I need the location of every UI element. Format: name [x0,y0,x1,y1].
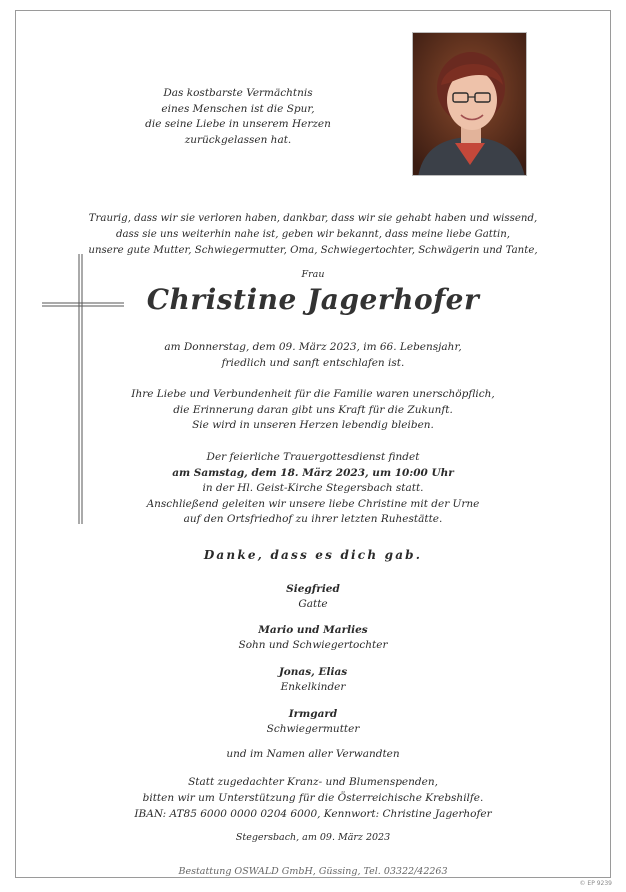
mourner-role: Gatte [298,598,328,610]
donation-line: bitten wir um Unterstützung für die Österreichische Krebshilfe. [142,792,484,804]
service-line: in der Hl. Geist-Kirche Stegersbach statt. [202,482,424,494]
service-date: am Samstag, dem 18. März 2023, um 10:00 Uhr [172,466,454,479]
mourner [0,665,626,695]
relatives-note: und im Namen aller Verwandten [226,748,400,760]
place-date: Stegersbach, am 09. März 2023 [235,832,391,843]
intro-line: dass sie uns weiterhin nahe ist, geben wir bekannt, dass meine liebe Gattin, [115,229,511,240]
motto-line: zurückgelassen hat. [184,133,292,146]
mourner-role: Schwiegermutter [266,723,360,735]
intro-line: Traurig, dass wir sie verloren haben, dankbar, dass wir sie gehabt haben und wissend, [88,213,538,224]
service-line: Der feierliche Trauergottesdienst findet [206,451,420,463]
mourner [0,582,626,612]
thanks-line: Danke, dass es dich gab. [203,548,423,562]
mourner-role: Sohn und Schwiegertochter [238,639,388,651]
service-line: auf den Ortsfriedhof zu ihrer letzten Ruhestätte. [183,513,443,525]
tribute-paragraph [0,387,626,434]
donation-line: Statt zugedachter Kranz- und Blumenspenden, [188,776,438,788]
mourner-name: Siegfried [286,583,340,595]
mourner [0,623,626,653]
tribute-line: Ihre Liebe und Verbundenheit für die Familie waren unerschöpflich, [131,388,495,400]
donation-iban: IBAN: AT85 6000 0000 0204 6000, Kennwort: Christine Jagerhofer [134,808,492,820]
deceased-name: Christine Jagerhofer [146,283,480,316]
mourner-role: Enkelkinder [280,681,346,693]
tribute-line: Sie wird in unseren Herzen lebendig bleiben. [192,419,434,431]
tribute-line: die Erinnerung daran gibt uns Kraft für die Zukunft. [173,403,453,416]
death-notice-line: friedlich und sanft entschlafen ist. [221,356,405,369]
motto-line: die seine Liebe in unserem Herzen [145,118,331,130]
death-notice [0,340,626,371]
service-details [0,450,626,528]
intro-paragraph [0,211,626,259]
mourner-name: Irmgard [288,708,338,720]
donation-request [0,774,626,822]
mourner [0,707,626,737]
death-notice-line: am Donnerstag, dem 09. März 2023, im 66. Lebensjahr, [164,341,462,353]
portrait-photo [412,32,527,176]
form-code: © EP 9239 [579,880,612,887]
service-line: Anschließend geleiten wir unsere liebe Christine mit der Urne [146,497,480,510]
motto-verse [118,86,358,148]
salutation: Frau [301,269,325,280]
mourner-name: Jonas, Elias [278,666,348,678]
mourner-name: Mario und Marlies [258,624,368,636]
motto-line: eines Menschen ist die Spur, [161,102,315,115]
intro-line: unsere gute Mutter, Schwiegermutter, Oma, Schwiegertochter, Schwägerin und Tante, [88,245,538,256]
undertaker-info: Bestattung OSWALD GmbH, Güssing, Tel. 03322/42263 [178,866,448,877]
motto-line: Das kostbarste Vermächtnis [163,87,313,99]
